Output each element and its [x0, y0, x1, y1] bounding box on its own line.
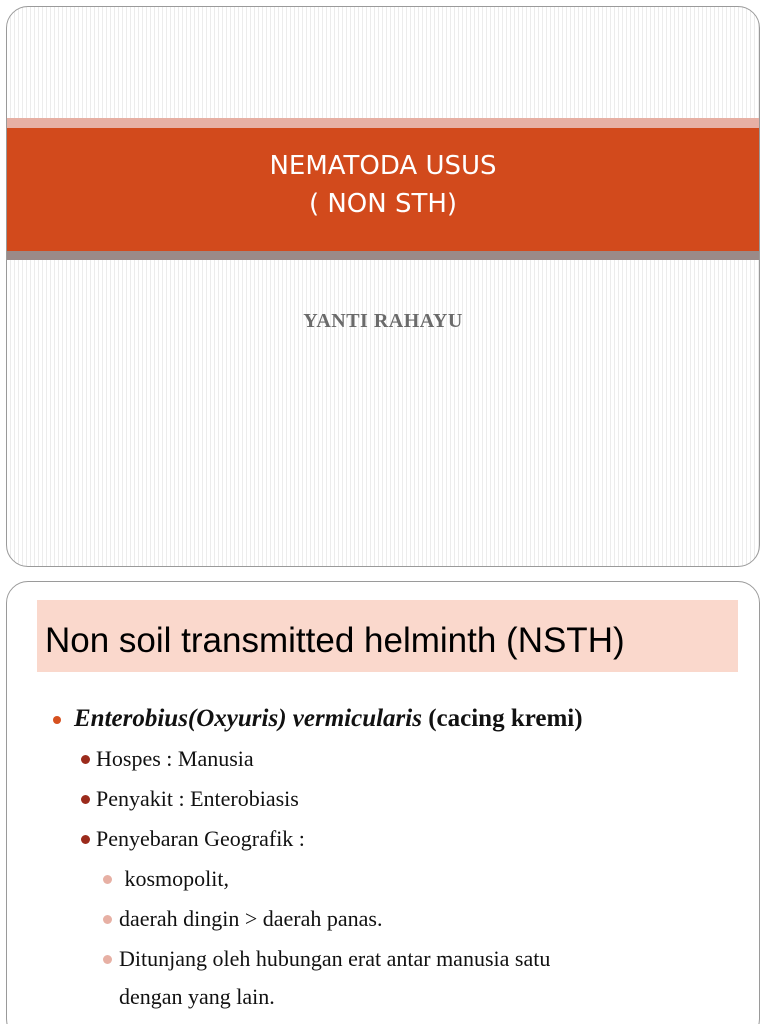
list-item-level3: kosmopolit,	[119, 866, 230, 891]
slide-heading: Non soil transmitted helminth (NSTH)	[45, 621, 625, 660]
species-name: Enterobius(Oxyuris) vermicularis	[74, 705, 422, 732]
list-item-level3: Ditunjang oleh hubungan erat antar manusia satu	[119, 946, 551, 971]
content-slide	[6, 581, 760, 1024]
title-band-top-stripe	[7, 118, 759, 128]
list-item-level2: Penyakit : Enterobiasis	[96, 786, 299, 811]
bullet-level2-icon	[81, 755, 90, 764]
list-item-level3: daerah dingin > daerah panas.	[119, 906, 383, 931]
bullet-level3-icon	[103, 955, 112, 964]
bullet-level2-icon	[81, 795, 90, 804]
bullet-level2-icon	[81, 835, 90, 844]
slide-title-line-1: NEMATODA USUS	[269, 151, 497, 181]
bullet-level3-icon	[103, 875, 112, 884]
list-item-level2: Hospes : Manusia	[96, 746, 254, 771]
title-band-bottom-stripe	[7, 251, 759, 260]
slide-title	[7, 147, 759, 223]
list-item-level3-continuation: dengan yang lain.	[119, 984, 275, 1009]
bullet-level3-icon	[103, 915, 112, 924]
bullet-level1-icon	[53, 716, 61, 724]
list-item-level2: Penyebaran Geografik :	[96, 826, 305, 851]
author-name: YANTI RAHAYU	[303, 310, 463, 332]
list-item-level1	[74, 704, 583, 734]
title-slide	[6, 6, 760, 567]
species-common-name: (cacing kremi)	[421, 705, 583, 732]
slide-title-line-2: ( NON STH)	[308, 189, 458, 219]
